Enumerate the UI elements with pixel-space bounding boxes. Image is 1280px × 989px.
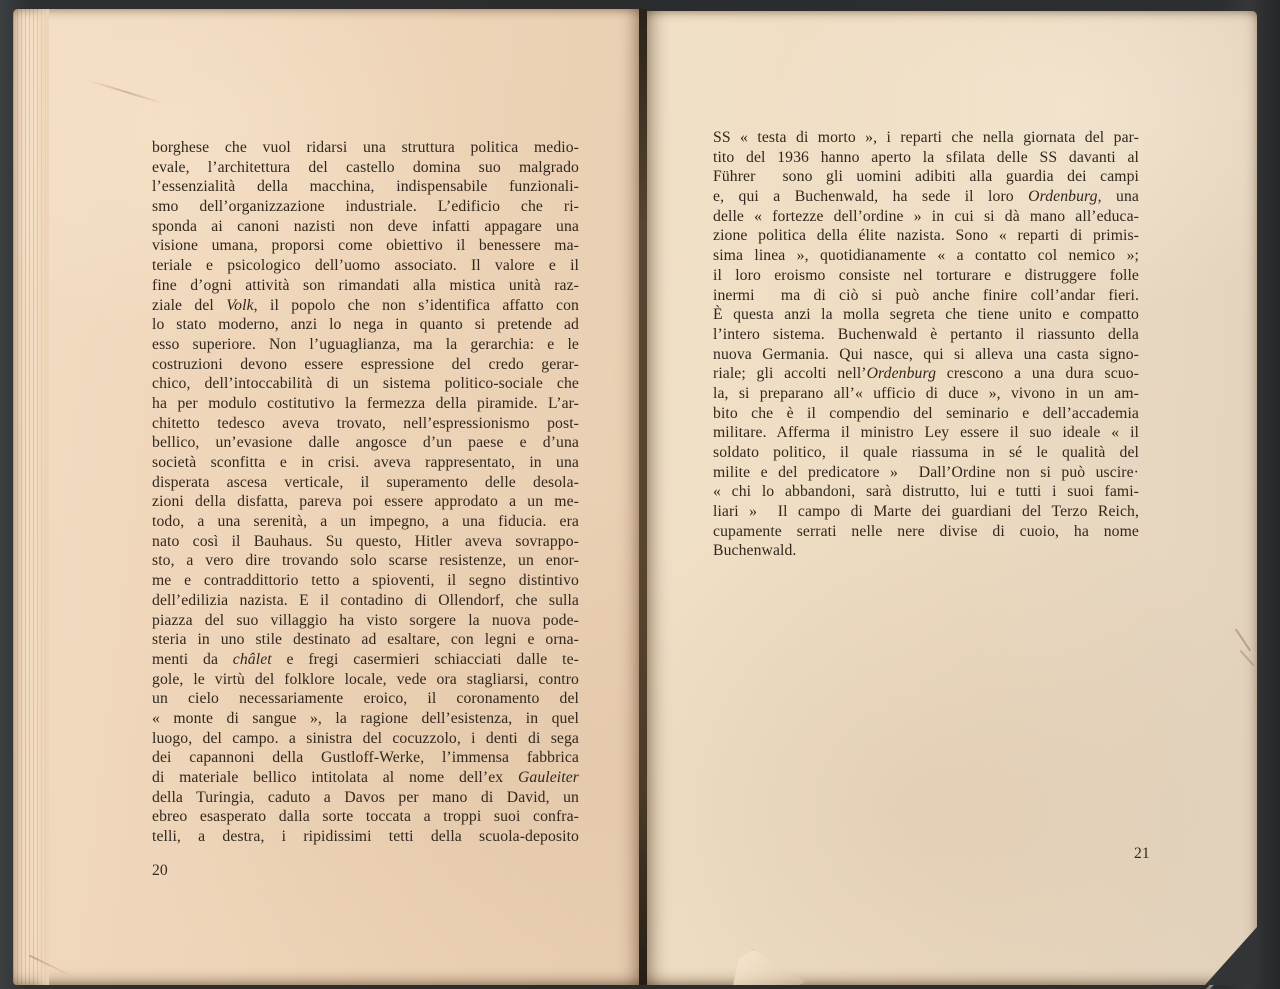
text-line: chico, dell’intoccabilità di un sistema politico-sociale che — [152, 375, 579, 393]
text-line: teriale e psicologico dell’uomo associato. Il valore e il — [152, 257, 579, 275]
text-line: esso superiore. Non l’uguaglianza, ma la gerarchia: e le — [152, 335, 579, 353]
text-line: bellico, un’evasione dalle angosce d’un paese e d’una — [152, 434, 579, 452]
text-line: sto, a vero dire trovando solo scarse resistenze, un enor- — [152, 552, 579, 570]
text-line: nato così il Bauhaus. Su questo, Hitler aveva sovrappo- — [152, 532, 579, 550]
text-line: la, si preparano all’« ufficio di duce », vivono in un am- — [713, 384, 1139, 402]
text-line: soldato politico, il quale riassuma in sé le qualità del — [713, 444, 1139, 461]
left-page-text — [152, 138, 579, 847]
text-line: liari » Il campo di Marte dei guardiani del Terzo Reich, — [713, 503, 1139, 521]
right-page-number: 21 — [1134, 845, 1150, 862]
text-line: il loro eroismo consiste nel torturare e distruggere folle — [713, 266, 1139, 284]
right-page-text — [713, 128, 1139, 561]
text-line: tito del 1936 hanno aperto la sfilata delle SS davanti al — [713, 148, 1139, 166]
text-line: todo, a una serenità, a un impegno, a una fiducia. era — [152, 513, 579, 531]
text-line: lo stato moderno, anzi lo nega in quanto si pretende ad — [152, 316, 579, 334]
text-line: zione politica della élite nazista. Sono « reparti di primis- — [713, 227, 1139, 245]
text-line: di materiale bellico intitolata al nome dell’ex Gauleiter — [152, 769, 579, 786]
text-line: steria in uno stile destinato ad esaltare, con legni e orna- — [152, 631, 579, 649]
text-line: nuova Germania. Qui nasce, qui si alleva una casta signo- — [713, 345, 1139, 363]
text-line: smo dell’organizzazione industriale. L’edificio che ri- — [152, 198, 579, 216]
text-line: militare. Afferma il ministro Ley essere il suo ideale « il — [713, 424, 1139, 442]
text-line: fine d’ogni attività son rimandati alla mistica unità raz- — [152, 276, 579, 294]
text-line: costruzioni devono essere espressione del credo gerar- — [152, 355, 579, 373]
text-line: ebreo esasperato dalla sorte toccata a troppi suoi confra- — [152, 808, 579, 826]
text-line: SS « testa di morto », i reparti che nella giornata del par- — [713, 129, 1139, 146]
text-line: inermi ma di ciò si può anche finire coll’andar fieri. — [713, 286, 1139, 304]
text-line: e, qui a Buchenwald, ha sede il loro Ordenburg, una — [713, 188, 1139, 206]
text-line: delle « fortezze dell’ordine » in cui si dà mano all’educa- — [713, 207, 1139, 225]
text-line: È questa anzi la molla segreta che tiene unito e compatto — [713, 306, 1139, 324]
corner-fold-crease — [1196, 943, 1251, 989]
text-line: disperata ascesa verticale, il superamento delle desola- — [152, 473, 579, 491]
text-line: un cielo necessariamente eroico, il coronamento del — [152, 690, 579, 708]
text-line: dei capannoni della Gustloff-Werke, l’immensa fabbrica — [152, 749, 579, 767]
text-line: società sconfitta e in crisi. aveva rappresentato, in una — [152, 454, 579, 471]
text-line: bito che è il compendio del seminario e dell’accademia — [713, 404, 1139, 422]
crease-mark — [1240, 650, 1255, 666]
text-line: sima linea », quotidianamente « a contatto col nemico »; — [713, 247, 1139, 265]
text-line: riale; gli accolti nell’Ordenburg crescono a una dura scuo- — [713, 365, 1139, 383]
text-line: telli, a destra, i ripidissimi tetti della scuola-deposito — [152, 828, 579, 846]
text-line: l’essenzialità della macchina, indispensabile funzionali- — [152, 178, 579, 196]
text-line: chitetto tedesco aveva trovato, nell’espressionismo post- — [152, 414, 579, 432]
left-page-number: 20 — [152, 862, 168, 879]
text-line: piazza del suo villaggio ha visto sorgere la nuova pode- — [152, 611, 579, 629]
text-line: me e contraddittorio tetto a spioventi, il segno distintivo — [152, 572, 579, 590]
text-line: « chi lo abbandoni, sarà distrutto, lui e tutti i suoi fami- — [713, 483, 1139, 501]
page-edges-stack — [13, 9, 49, 985]
text-line: milite e del predicatore » Dall’Ordine non si può uscire· — [713, 463, 1139, 481]
text-line: Buchenwald. — [713, 542, 797, 560]
text-line: l’intero sistema. Buchenwald è pertanto il riassunto della — [713, 325, 1139, 343]
fold-mark — [733, 949, 805, 985]
text-line: gole, le virtù del folklore locale, vede ora stagliarsi, contro — [152, 670, 579, 688]
text-line: evale, l’architettura del castello domina suo malgrado — [152, 158, 579, 176]
text-line: sponda ai canoni nazisti non deve infatti appagare una — [152, 217, 579, 235]
book-gutter — [639, 9, 647, 985]
text-line: zioni della disfatta, pareva poi essere approdato a un me- — [152, 493, 579, 511]
text-line: dell’edilizia nazista. E il contadino di Ollendorf, che sulla — [152, 591, 579, 609]
right-page — [645, 11, 1257, 985]
text-line: cupamente serrati nelle nere divise di cuoio, ha nome — [713, 522, 1139, 540]
text-line: menti da châlet e fregi casermieri schiacciati dalle te- — [152, 650, 579, 668]
text-line: « monte di sangue », la ragione dell’esistenza, in quel — [152, 709, 579, 727]
crease-mark — [1235, 629, 1251, 652]
text-line: borghese che vuol ridarsi una struttura politica medio- — [152, 139, 579, 156]
text-line: ziale del Volk, il popolo che non s’identifica affatto con — [152, 296, 579, 314]
text-line: ha per modulo costitutivo la fermezza della piramide. L’ar- — [152, 394, 579, 412]
text-line: della Turingia, caduto a Davos per mano di David, un — [152, 788, 579, 806]
crease-mark — [86, 79, 165, 105]
text-line: visione umana, proporsi come obiettivo il benessere ma- — [152, 237, 579, 255]
corner-cut — [1205, 927, 1257, 985]
left-page — [13, 9, 641, 985]
text-line: Führer sono gli uomini adibiti alla guardia dei campi — [713, 168, 1139, 186]
text-line: luogo, del campo. a sinistra del cocuzzolo, i denti di sega — [152, 729, 579, 747]
